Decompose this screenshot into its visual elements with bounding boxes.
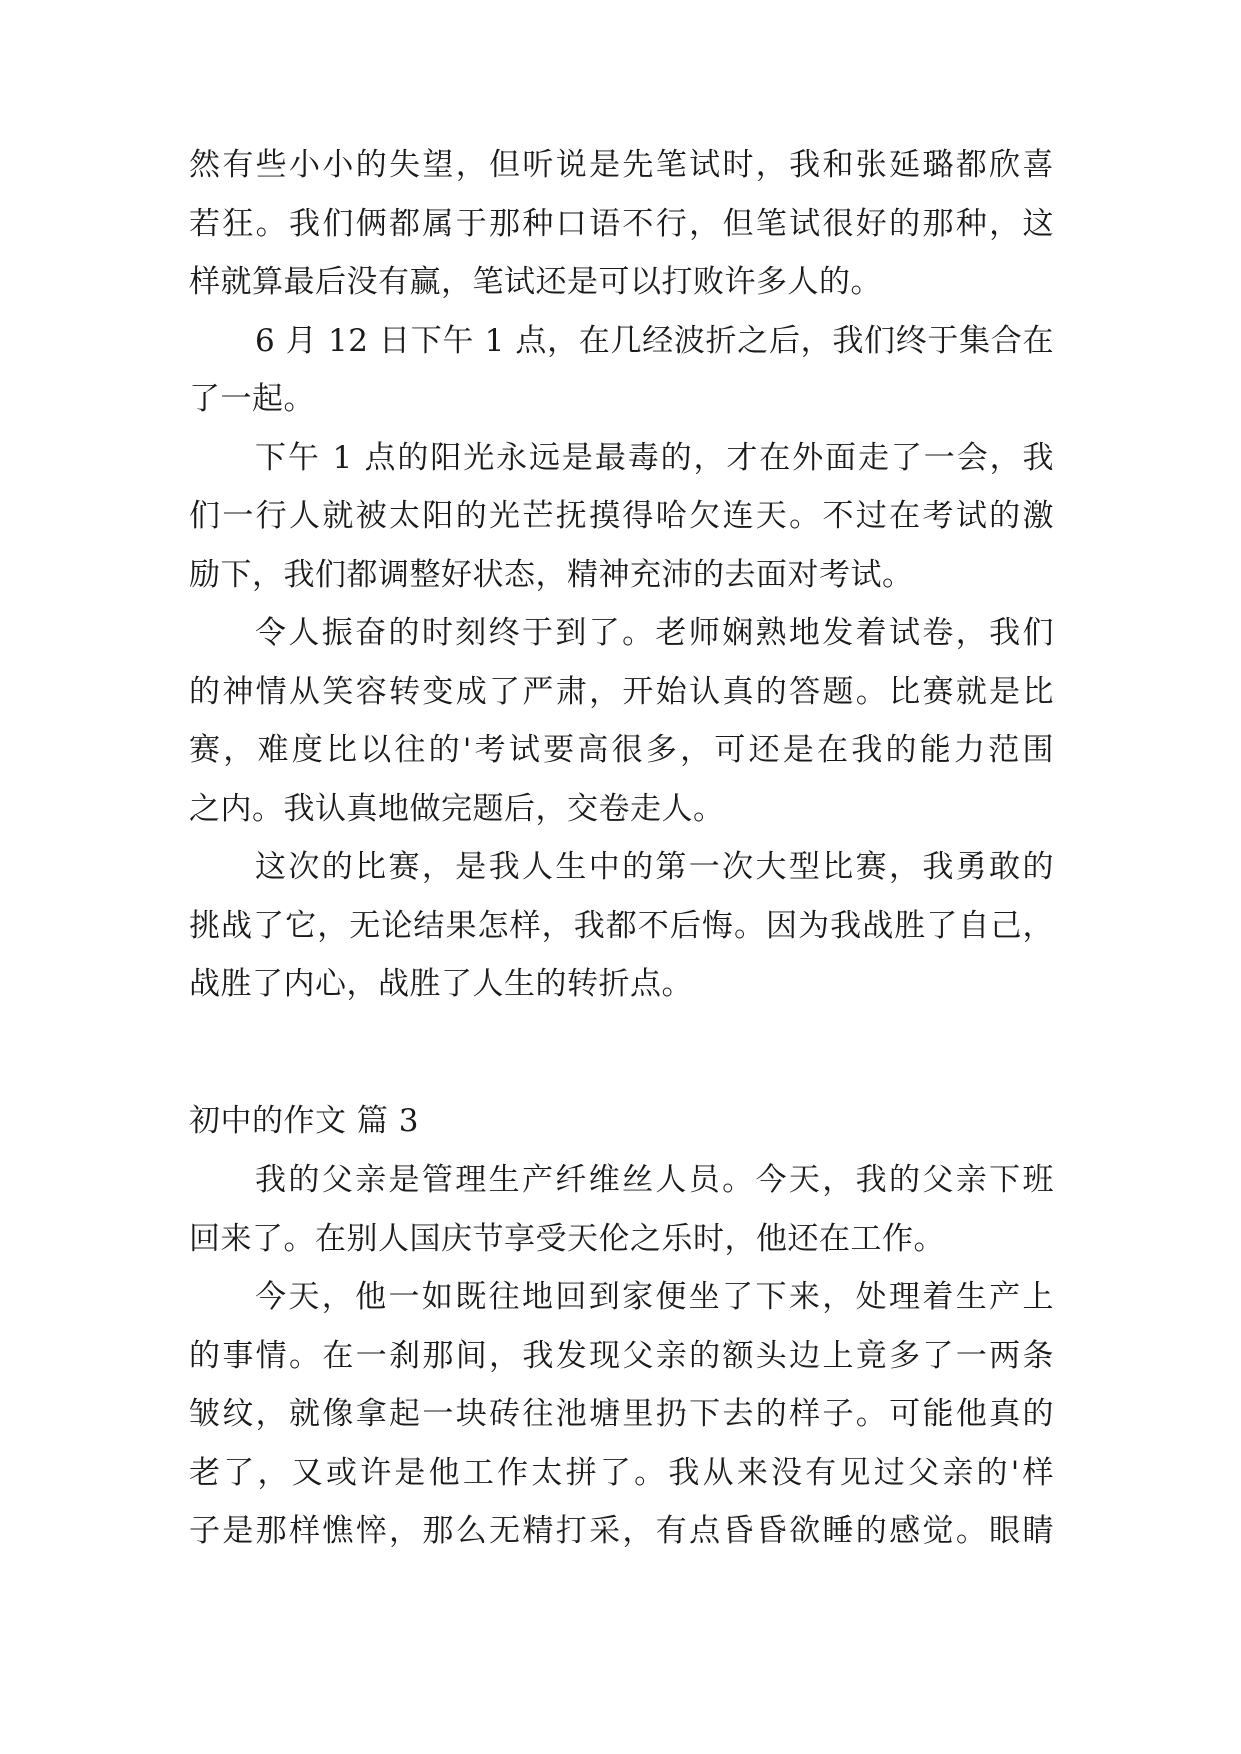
text-line: 我的父亲是管理生产纤维丝人员。今天，我的父亲下班 [255,1162,1054,1198]
text-line: 下午 1 点的阳光永远是最毒的，才在外面走了一会，我 [255,439,1054,476]
text-line: 皱纹，就像拿起一块砖往池塘里扔下去的样子。可能他真的 [189,1396,1054,1432]
text-line: 令人振奋的时刻终于到了。老师娴熟地发着试卷，我们 [255,615,1054,651]
text-line: 老了，又或许是他工作太拼了。我从来没有见过父亲的'样 [189,1454,1054,1491]
text-line: 了一起。 [189,381,315,417]
text-line: 若狂。我们俩都属于那种口语不行，但笔试很好的那种，这 [189,205,1054,242]
section-heading-block [189,1092,1054,1151]
essay-body-part-2 [189,1151,1054,1561]
text-line: 子是那样憔悴，那么无精打采，有点昏昏欲睡的感觉。眼睛 [189,1513,1054,1549]
text-line: 6 月 12 日下午 1 点，在几经波折之后，我们终于集合在 [255,322,1054,359]
text-line: 之内。我认真地做完题后，交卷走人。 [189,790,725,827]
text-line: 今天，他一如既往地回到家便坐了下来，处理着生产上 [255,1279,1054,1315]
text-line: 战胜了内心，战胜了人生的转折点。 [189,966,693,1002]
text-line: 这次的比赛，是我人生中的第一次大型比赛，我勇敢的 [255,849,1054,885]
essay-body-part-1 [189,136,1054,1014]
text-line: 励下，我们都调整好状态，精神充沛的去面对考试。 [189,556,914,593]
text-line: 赛，难度比以往的'考试要高很多，可还是在我的能力范围 [189,732,1054,768]
text-line: 挑战了它，无论结果怎样，我都不后悔。因为我战胜了自己， [189,907,1054,944]
text-line: 们一行人就被太阳的光芒抚摸得哈欠连天。不过在考试的激 [189,498,1054,534]
text-line: 的事情。在一刹那间，我发现父亲的额头边上竟多了一两条 [189,1337,1054,1374]
text-line: 的神情从笑容转变成了严肃，开始认真的答题。比赛就是比 [189,673,1054,710]
text-line: 样就算最后没有赢，笔试还是可以打败许多人的。 [189,264,882,300]
text-line: 回来了。在别人国庆节享受天伦之乐时，他还在工作。 [189,1220,945,1257]
text-line: 然有些小小的失望，但听说是先笔试时，我和张延璐都欣喜 [189,147,1054,183]
section-heading: 初中的作文 篇 3 [189,1103,419,1139]
